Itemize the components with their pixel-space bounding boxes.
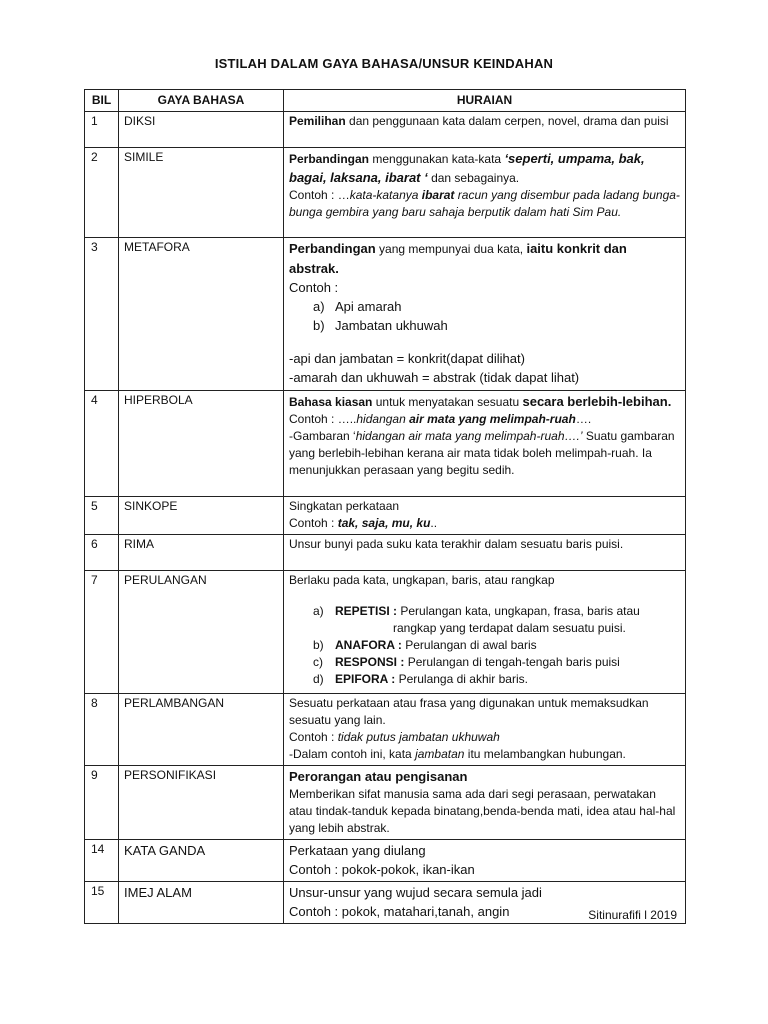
row-description: Bahasa kiasan untuk menyatakan sesuatu secara berlebih-lebihan. Contoh : …..hidangan air mata yang melimpah-ruah…. -Gambaran ‘hidangan air mata yang melimpah-ruah….’ Suatu gambaran yang berlebih-lebihan kerana air mata tidak boleh melimpah-ruah. Ia menunjukkan perasaan yang begitu sedih.: [284, 391, 686, 497]
row-number: 15: [85, 882, 119, 924]
row-number: 3: [85, 238, 119, 391]
list-item: b) ANAFORA : Perulangan di awal baris: [313, 638, 537, 652]
row-number: 8: [85, 694, 119, 766]
row-description: Sesuatu perkataan atau frasa yang digunakan untuk memaksudkan sesuatu yang lain. Contoh : tidak putus jambatan ukhuwah -Dalam contoh ini, kata jambatan itu melambangkan hubungan.: [284, 694, 686, 766]
list-item: d) EPIFORA : Perulanga di akhir baris.: [313, 672, 528, 686]
gaya-bahasa-table: [84, 89, 686, 924]
table-header-row: [85, 90, 686, 112]
row-description: Perkataan yang diulang Contoh : pokok-pokok, ikan-ikan: [284, 840, 686, 882]
list-item: c) RESPONSI : Perulangan di tengah-tengah baris puisi: [313, 655, 620, 669]
table-row: [85, 238, 686, 391]
table-row: [85, 571, 686, 694]
row-term: PERLAMBANGAN: [119, 694, 284, 766]
row-description: Perbandingan yang mempunyai dua kata, iaitu konkrit dan abstrak. Contoh : a) Api amarah b) Jambatan ukhuwah -api dan jambatan = konkrit(dapat dilihat) -amarah dan ukhuwah = abstrak (tidak dapat lihat): [284, 238, 686, 391]
row-number: 6: [85, 535, 119, 571]
table-row: [85, 112, 686, 148]
row-description: Perorangan atau pengisanan Memberikan sifat manusia sama ada dari segi perasaan, perwatakan atau tindak-tanduk kepada binatang,benda-benda mati, idea atau hal-hal yang lebih abstrak.: [284, 766, 686, 840]
row-term: RIMA: [119, 535, 284, 571]
row-number: 7: [85, 571, 119, 694]
list-item: a) Api amarah: [313, 299, 402, 314]
row-description: Berlaku pada kata, ungkapan, baris, atau rangkap a) REPETISI : Perulangan kata, ungkapan, frasa, baris atau rangkap yang terdapat dalam sesuatu puisi. b) ANAFORA : Perulangan di awal baris c) RESPONSI : Perulangan di tengah-tengah baris puisi d) EPIFORA : Perulanga di akhir baris.: [284, 571, 686, 694]
row-term: SIMILE: [119, 148, 284, 238]
table-row: [85, 497, 686, 535]
row-description: Pemilihan dan penggunaan kata dalam cerpen, novel, drama dan puisi: [284, 112, 686, 148]
row-number: 2: [85, 148, 119, 238]
row-term: HIPERBOLA: [119, 391, 284, 497]
header-bil: BIL: [85, 90, 119, 112]
table-row: [85, 840, 686, 882]
table-row: [85, 694, 686, 766]
row-number: 1: [85, 112, 119, 148]
row-term: SINKOPE: [119, 497, 284, 535]
row-number: 14: [85, 840, 119, 882]
header-gaya-bahasa: GAYA BAHASA: [119, 90, 284, 112]
table-row: [85, 391, 686, 497]
table-row: [85, 535, 686, 571]
row-description: Unsur bunyi pada suku kata terakhir dalam sesuatu baris puisi.: [284, 535, 686, 571]
document-title: ISTILAH DALAM GAYA BAHASA/UNSUR KEINDAHAN: [214, 56, 554, 71]
row-description: Unsur-unsur yang wujud secara semula jadi Contoh : pokok, matahari,tanah, angin: [284, 882, 686, 924]
row-term: PERULANGAN: [119, 571, 284, 694]
row-number: 9: [85, 766, 119, 840]
row-number: 4: [85, 391, 119, 497]
row-term: KATA GANDA: [119, 840, 284, 882]
row-description: Singkatan perkataan Contoh : tak, saja, mu, ku..: [284, 497, 686, 535]
row-term: METAFORA: [119, 238, 284, 391]
header-huraian: HURAIAN: [284, 90, 686, 112]
row-number: 5: [85, 497, 119, 535]
row-term: PERSONIFIKASI: [119, 766, 284, 840]
row-description: Perbandingan menggunakan kata-kata ‘seperti, umpama, bak, bagai, laksana, ibarat ‘ dan sebagainya. Contoh : …kata-katanya ibarat racun yang disembur pada ladang bunga-bunga gembira yang baru sahaja berputik dalam hati Sim Pau.: [284, 148, 686, 238]
list-item: a) REPETISI : Perulangan kata, ungkapan, frasa, baris atau rangkap yang terdapat dalam sesuatu puisi.: [313, 604, 640, 635]
table-row: [85, 766, 686, 840]
list-item: b) Jambatan ukhuwah: [313, 318, 448, 333]
table-row: [85, 148, 686, 238]
row-term: DIKSI: [119, 112, 284, 148]
footer-credit: Sitinurafifi l 2019: [588, 908, 677, 922]
row-term: IMEJ ALAM: [119, 882, 284, 924]
